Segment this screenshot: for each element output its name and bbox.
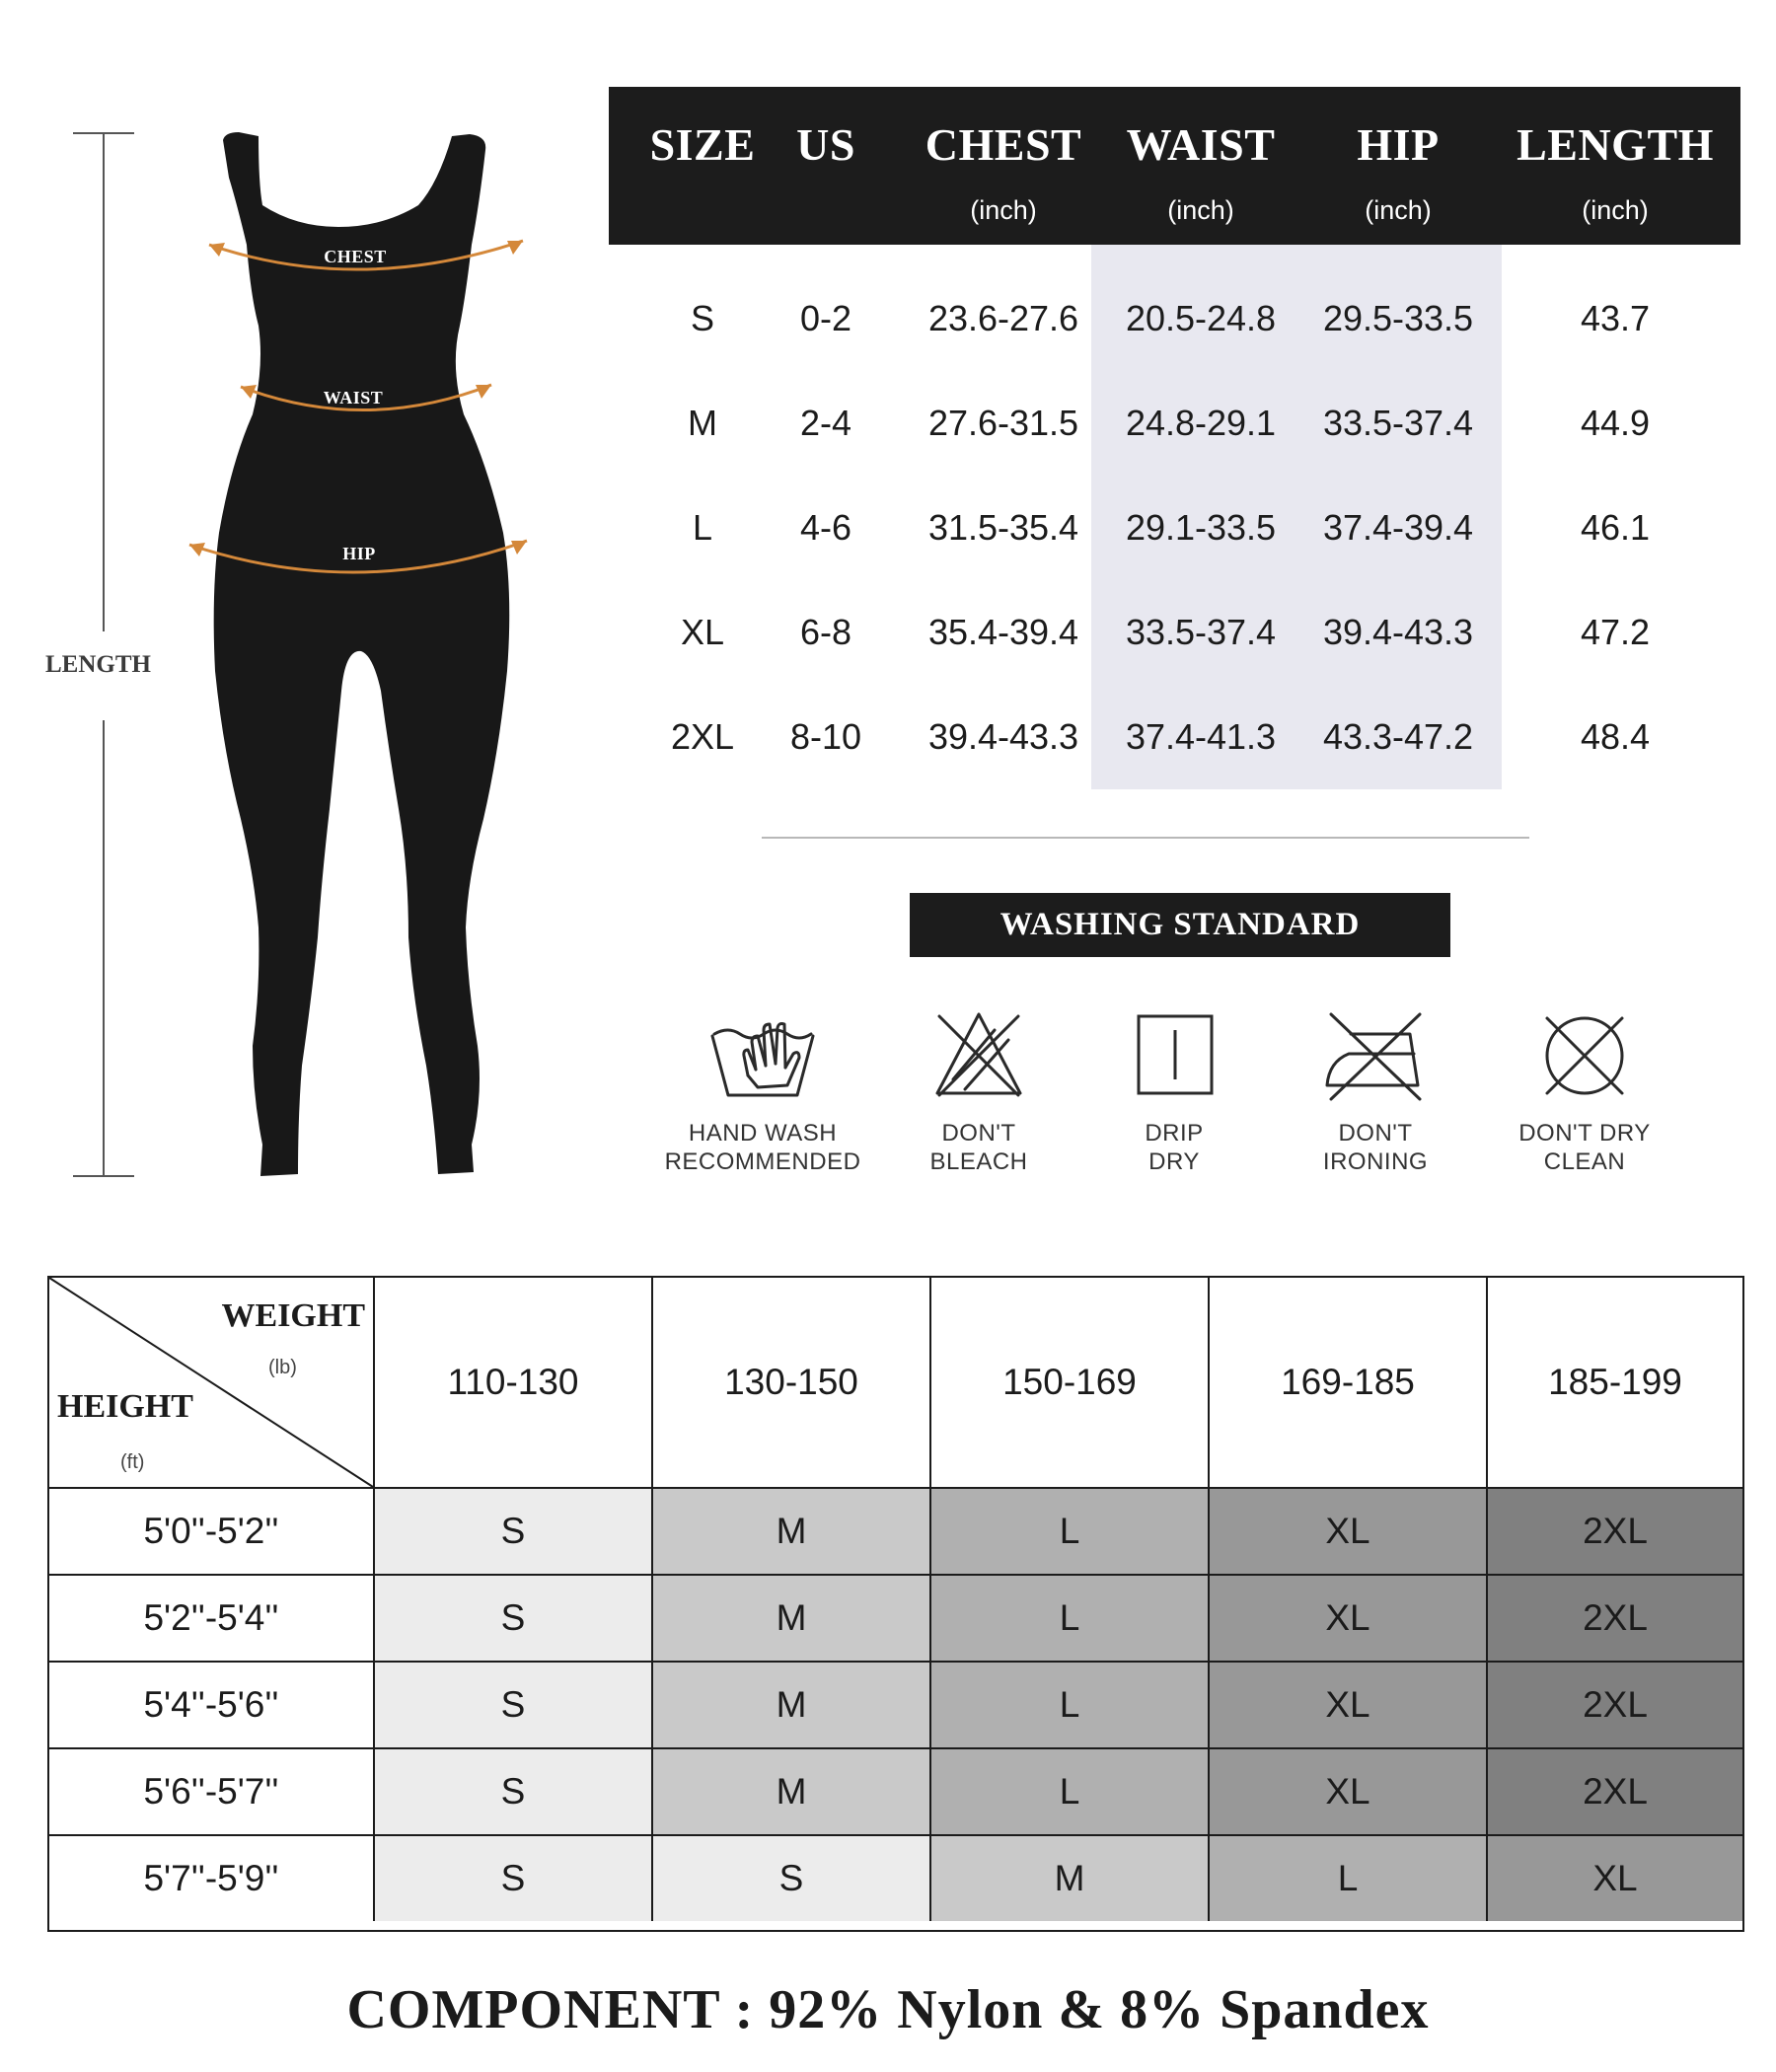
recommended-size-cell: 2XL bbox=[1486, 1489, 1742, 1574]
weight-column-header: 185-199 bbox=[1486, 1278, 1742, 1487]
size-cell-hip: 37.4-39.4 bbox=[1322, 507, 1474, 548]
recommended-size-cell: L bbox=[1208, 1836, 1486, 1921]
size-cell-hip: 33.5-37.4 bbox=[1322, 403, 1474, 443]
recommended-size-cell: XL bbox=[1486, 1836, 1742, 1921]
wash-label-line1: DRIP bbox=[1145, 1120, 1204, 1147]
recommended-size-cell: M bbox=[929, 1836, 1208, 1921]
header-size: SIZE bbox=[649, 119, 756, 170]
size-cell-size: 2XL bbox=[670, 716, 735, 757]
recommended-size-cell: XL bbox=[1208, 1489, 1486, 1574]
size-cell-length: 43.7 bbox=[1580, 298, 1651, 338]
size-row bbox=[609, 266, 1740, 371]
height-row bbox=[49, 1574, 1742, 1661]
size-row bbox=[609, 580, 1740, 685]
size-cell-waist: 29.1-33.5 bbox=[1125, 507, 1277, 548]
size-cell-hip: 29.5-33.5 bbox=[1322, 298, 1474, 338]
weight-label: WEIGHT bbox=[221, 1297, 365, 1334]
size-cell-chest: 39.4-43.3 bbox=[927, 716, 1079, 757]
wash-label-line1: DON'T bbox=[941, 1120, 1016, 1147]
size-cell-waist: 33.5-37.4 bbox=[1125, 612, 1277, 652]
header-length: LENGTH (inch) bbox=[1517, 119, 1714, 225]
size-cell-us: 8-10 bbox=[789, 716, 862, 757]
height-row bbox=[49, 1487, 1742, 1574]
size-cell-chest: 23.6-27.6 bbox=[927, 298, 1079, 338]
recommended-size-cell: L bbox=[929, 1489, 1208, 1574]
wash-label-line2: DRY bbox=[1148, 1148, 1200, 1175]
table-corner-cell bbox=[49, 1278, 373, 1487]
size-cell-hip: 43.3-47.2 bbox=[1322, 716, 1474, 757]
size-cell-chest: 31.5-35.4 bbox=[927, 507, 1079, 548]
size-cell-length: 46.1 bbox=[1580, 507, 1651, 548]
size-cell-waist: 24.8-29.1 bbox=[1125, 403, 1277, 443]
size-cell-us: 2-4 bbox=[799, 403, 852, 443]
size-cell-chest: 27.6-31.5 bbox=[927, 403, 1079, 443]
length-label: LENGTH bbox=[45, 651, 151, 678]
weight-column-header: 130-150 bbox=[651, 1278, 929, 1487]
size-row bbox=[609, 371, 1740, 476]
chest-label: CHEST bbox=[324, 247, 387, 266]
size-cell-size: M bbox=[688, 403, 717, 443]
recommended-size-cell: 2XL bbox=[1486, 1663, 1742, 1747]
header-chest: CHEST (inch) bbox=[925, 119, 1082, 225]
weight-column-header: 150-169 bbox=[929, 1278, 1208, 1487]
size-cell-chest: 35.4-39.4 bbox=[927, 612, 1079, 652]
recommended-size-cell: M bbox=[651, 1489, 929, 1574]
weight-column-header: 110-130 bbox=[373, 1278, 651, 1487]
wash-item-drip-dry bbox=[1066, 1006, 1283, 1176]
weight-column-header: 169-185 bbox=[1208, 1278, 1486, 1487]
no-iron-icon bbox=[1321, 1006, 1430, 1105]
recommended-size-cell: XL bbox=[1208, 1749, 1486, 1834]
size-row bbox=[609, 476, 1740, 580]
wash-label-line1: HAND WASH bbox=[688, 1120, 838, 1147]
wash-label-line2: RECOMMENDED bbox=[664, 1148, 861, 1175]
component-text: COMPONENT : 92% Nylon & 8% Spandex bbox=[346, 1979, 1430, 2040]
recommended-size-cell: S bbox=[651, 1836, 929, 1921]
wash-label-line2: BLEACH bbox=[929, 1148, 1028, 1175]
size-cell-size: XL bbox=[680, 612, 725, 652]
height-range-label: 5'6''-5'7'' bbox=[143, 1771, 279, 1812]
header-hip: HIP (inch) bbox=[1357, 119, 1440, 225]
recommended-size-cell: S bbox=[373, 1663, 651, 1747]
size-cell-length: 47.2 bbox=[1580, 612, 1651, 652]
size-cell-size: L bbox=[692, 507, 713, 548]
wash-label-line2: IRONING bbox=[1322, 1148, 1429, 1175]
height-row bbox=[49, 1834, 1742, 1921]
size-cell-length: 44.9 bbox=[1580, 403, 1651, 443]
drip-dry-icon bbox=[1125, 1006, 1223, 1105]
wash-label-line1: DON'T DRY bbox=[1518, 1120, 1651, 1147]
recommended-size-cell: XL bbox=[1208, 1663, 1486, 1747]
jumpsuit-silhouette bbox=[214, 132, 510, 1176]
recommended-size-cell: M bbox=[651, 1663, 929, 1747]
recommended-size-cell: M bbox=[651, 1576, 929, 1661]
height-range-label: 5'0''-5'2'' bbox=[143, 1511, 279, 1551]
size-row bbox=[609, 685, 1740, 789]
size-cell-waist: 20.5-24.8 bbox=[1125, 298, 1277, 338]
hip-label: HIP bbox=[342, 544, 376, 563]
recommended-size-cell: S bbox=[373, 1489, 651, 1574]
recommended-size-cell: S bbox=[373, 1576, 651, 1661]
size-cell-us: 6-8 bbox=[799, 612, 852, 652]
recommended-size-cell: 2XL bbox=[1486, 1749, 1742, 1834]
size-cell-length: 48.4 bbox=[1580, 716, 1651, 757]
recommended-size-cell: S bbox=[373, 1836, 651, 1921]
height-range-label: 5'2''-5'4'' bbox=[143, 1597, 279, 1638]
washing-standard-title: WASHING STANDARD bbox=[910, 893, 1450, 957]
wash-label-line2: CLEAN bbox=[1543, 1148, 1626, 1175]
recommended-size-cell: 2XL bbox=[1486, 1576, 1742, 1661]
size-cell-size: S bbox=[690, 298, 714, 338]
garment-figure bbox=[0, 0, 592, 1214]
recommended-size-cell: M bbox=[651, 1749, 929, 1834]
waist-label: WAIST bbox=[323, 388, 384, 407]
height-weight-table bbox=[47, 1276, 1744, 1932]
height-label: HEIGHT bbox=[57, 1388, 193, 1425]
height-range-label: 5'4''-5'6'' bbox=[143, 1684, 279, 1725]
wash-item-hand-wash bbox=[654, 1006, 871, 1176]
header-us: US bbox=[796, 119, 855, 170]
size-table-header bbox=[609, 87, 1740, 245]
wash-item-no-bleach bbox=[870, 1006, 1087, 1176]
wash-item-no-iron bbox=[1267, 1006, 1484, 1176]
header-waist: WAIST (inch) bbox=[1126, 119, 1276, 225]
wash-label-line1: DON'T bbox=[1338, 1120, 1413, 1147]
height-range-label: 5'7''-5'9'' bbox=[143, 1858, 279, 1898]
size-cell-us: 4-6 bbox=[799, 507, 852, 548]
height-row bbox=[49, 1661, 1742, 1747]
weight-unit: (lb) bbox=[268, 1357, 297, 1378]
no-bleach-icon bbox=[929, 1006, 1028, 1105]
height-row bbox=[49, 1747, 1742, 1834]
recommended-size-cell: XL bbox=[1208, 1576, 1486, 1661]
size-cell-waist: 37.4-41.3 bbox=[1125, 716, 1277, 757]
recommended-size-cell: S bbox=[373, 1749, 651, 1834]
no-dry-clean-icon bbox=[1535, 1006, 1634, 1105]
recommended-size-cell: L bbox=[929, 1576, 1208, 1661]
height-unit: (ft) bbox=[120, 1451, 145, 1473]
size-cell-hip: 39.4-43.3 bbox=[1322, 612, 1474, 652]
wash-item-no-dry-clean bbox=[1476, 1006, 1693, 1176]
recommended-size-cell: L bbox=[929, 1749, 1208, 1834]
recommended-size-cell: L bbox=[929, 1663, 1208, 1747]
size-cell-us: 0-2 bbox=[799, 298, 852, 338]
hand-wash-icon bbox=[708, 1006, 817, 1105]
section-divider bbox=[762, 837, 1529, 839]
